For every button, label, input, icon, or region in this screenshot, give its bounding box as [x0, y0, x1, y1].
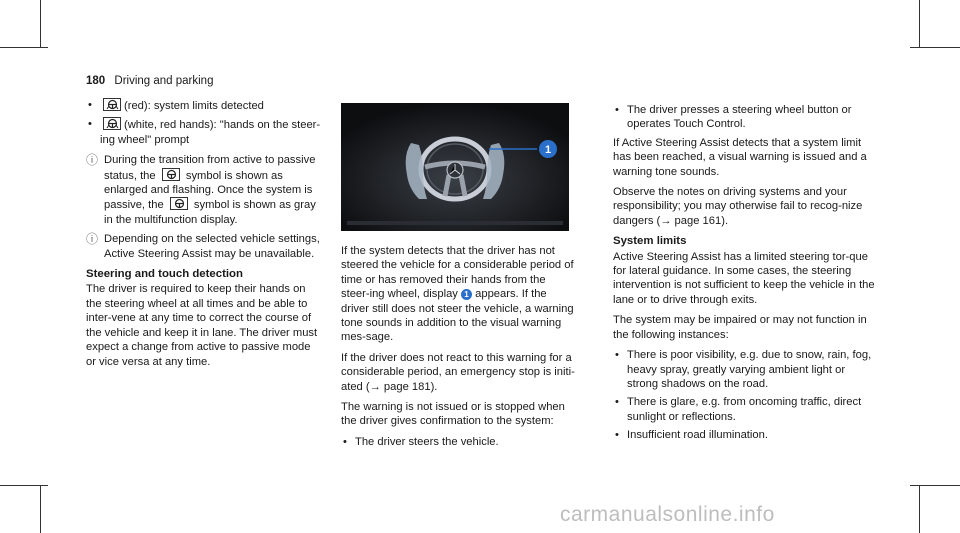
right-column — [613, 103, 875, 447]
paragraph: The warning is not issued or is stopped when the driver gives confirmation to the system: — [341, 401, 565, 428]
paragraph: Active Steering Assist has a limited steering tor-que for lateral guidance. In some cases, the steering intervention is not sufficient to keep the vehicle in the lane or to drive through exits. — [613, 250, 875, 306]
paragraph: The driver is required to keep their hands on the steering wheel at all times and be able to inter-vene at any time to correct the course of the vehicle and keep it in lane. The driver must expect a change from active to passive mode or vice versa at any time. — [86, 283, 318, 368]
info-note: ⓘ During the transition from active to passive status, the symbol is shown as enlarged and flashing. Once the system is passive, the symbol is shown as gray in the multifunction display. — [86, 153, 316, 226]
crop-mark — [919, 485, 920, 533]
list-item: • Insufficient road illumination. — [613, 428, 875, 442]
list-item: • There is poor visibility, e.g. due to snow, rain, fog, heavy spray, greatly varying ambient light or strong shadows on the road. — [613, 348, 875, 391]
section-heading: System limits — [613, 235, 687, 248]
paragraph: Observe the notes on driving systems and your responsibility; you may otherwise fail to recog-nize dangers (→ page 161). — [613, 186, 863, 227]
crop-mark — [40, 0, 41, 48]
list-item: • There is glare, e.g. from oncoming traffic, direct sunlight or reflections. — [613, 395, 875, 424]
section-heading: Steering and touch detection — [86, 268, 243, 281]
list-item: • The driver steers the vehicle. — [341, 435, 577, 449]
list-item: • (white, red hands): "hands on the steer-ing wheel" prompt — [86, 117, 322, 147]
page-number: 180 — [86, 75, 106, 87]
steering-assist-icon — [162, 168, 180, 181]
paragraph: If Active Steering Assist detects that a system limit has been reached, a visual warning is issued and a warning tone sounds. — [613, 136, 867, 178]
crop-mark — [40, 485, 41, 533]
paragraph: If the system detects that the driver has not steered the vehicle for a considerable period of time or has removed their hands from the steer-ing wheel, display 1 appears. If the driver still does not steer the vehicle, a warning tone sounds in addition to the visual warning mes-sage. — [341, 245, 574, 344]
crop-mark — [910, 485, 960, 486]
list-item: • (red): system limits detected — [86, 98, 322, 113]
info-note: ⓘ Depending on the selected vehicle settings, Active Steering Assist may be unavailable. — [86, 232, 320, 260]
steering-assist-icon — [170, 197, 188, 210]
crop-mark — [910, 47, 960, 48]
middle-column — [341, 244, 577, 453]
paragraph: If the driver does not react to this warning for a considerable period, an emergency stop is initi-ated (→ page 181). — [341, 351, 575, 393]
crop-mark — [0, 47, 48, 48]
section-title: Driving and parking — [114, 75, 214, 87]
info-icon: ⓘ — [86, 153, 99, 168]
paragraph: The system may be impaired or may not function in the following instances: — [613, 314, 867, 341]
display-illustration — [341, 103, 569, 231]
page-header — [86, 74, 213, 88]
steering-assist-icon — [103, 98, 121, 111]
crop-mark — [0, 485, 48, 486]
list-item: • The driver presses a steering wheel button or operates Touch Control. — [613, 103, 875, 132]
steering-assist-icon — [103, 117, 121, 130]
watermark-text: carmanualsonline.info — [560, 503, 775, 526]
callout-badge: 1 — [461, 289, 472, 300]
left-column — [86, 98, 322, 375]
crop-mark — [919, 0, 920, 48]
info-icon: ⓘ — [86, 232, 99, 247]
callout-number: 1 — [544, 144, 552, 156]
